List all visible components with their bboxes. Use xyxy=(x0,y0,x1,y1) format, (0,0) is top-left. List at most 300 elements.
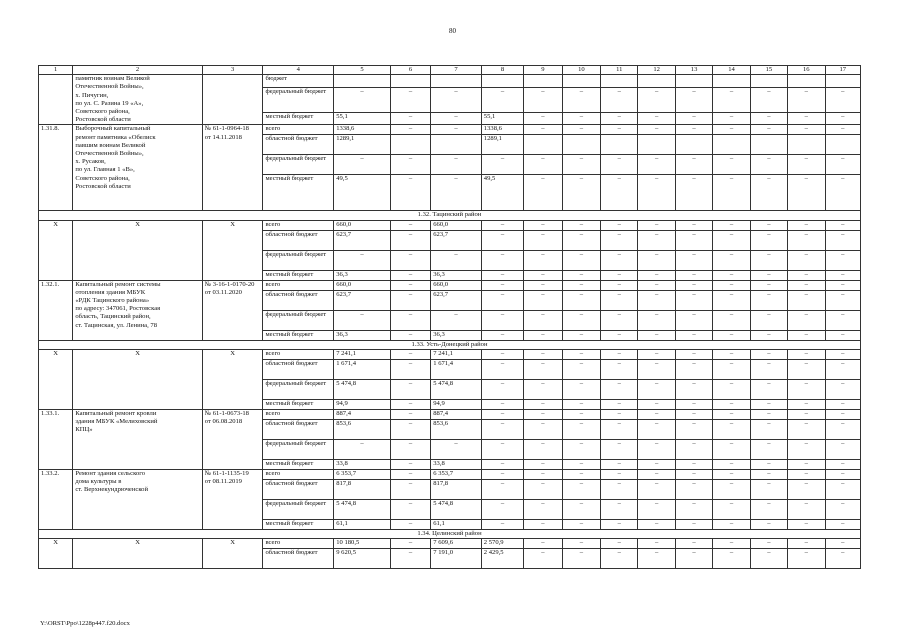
amount-cell: – xyxy=(825,519,861,529)
budget-row xyxy=(39,280,861,290)
amount-cell: – xyxy=(431,175,482,211)
amount-cell: – xyxy=(601,125,638,135)
amount-cell: – xyxy=(675,499,712,519)
amount-cell: – xyxy=(638,359,675,379)
amount-cell: – xyxy=(334,310,391,330)
object-name: Х xyxy=(73,349,202,409)
amount-cell: – xyxy=(713,379,750,399)
amount-cell: – xyxy=(524,280,562,290)
amount-cell: – xyxy=(481,409,523,419)
amount-cell: – xyxy=(788,87,825,112)
amount-cell: – xyxy=(524,290,562,310)
expertise-conclusion: № 3-16-1-0170-20 от 03.11.2020 xyxy=(202,280,263,340)
amount-cell: – xyxy=(750,399,787,409)
amount-cell: – xyxy=(638,479,675,499)
amount-cell: – xyxy=(334,155,391,175)
amount-cell: – xyxy=(601,519,638,529)
amount-cell: – xyxy=(750,112,787,125)
amount-cell: 7 191,0 xyxy=(431,549,482,569)
amount-cell: – xyxy=(750,270,787,280)
amount-cell: – xyxy=(601,419,638,439)
funding-source: федеральный бюджет xyxy=(263,87,334,112)
amount-cell: – xyxy=(675,519,712,529)
item-number: 1.33.1. xyxy=(39,409,73,469)
amount-cell: – xyxy=(562,112,600,125)
funding-source: областной бюджет xyxy=(263,359,334,379)
amount-cell: – xyxy=(601,499,638,519)
amount-cell: – xyxy=(431,250,482,270)
amount-cell: – xyxy=(562,87,600,112)
amount-cell: – xyxy=(524,549,562,569)
amount-cell: – xyxy=(481,359,523,379)
amount-cell: – xyxy=(713,349,750,359)
amount-cell: – xyxy=(713,290,750,310)
amount-cell: 853,6 xyxy=(334,419,391,439)
funding-source: местный бюджет xyxy=(263,399,334,409)
district-title: 1.34. Целинский район xyxy=(39,529,861,538)
amount-cell: – xyxy=(638,250,675,270)
amount-cell: – xyxy=(750,519,787,529)
column-number: 8 xyxy=(481,66,523,75)
amount-cell: – xyxy=(788,519,825,529)
amount-cell: – xyxy=(638,469,675,479)
amount-cell: 36,3 xyxy=(431,270,482,280)
funding-source: областной бюджет xyxy=(263,135,334,155)
expertise-conclusion: Х xyxy=(202,349,263,409)
funding-source: федеральный бюджет xyxy=(263,155,334,175)
amount-cell: 6 353,7 xyxy=(334,469,391,479)
amount-cell: – xyxy=(638,519,675,529)
amount-cell: – xyxy=(788,250,825,270)
funding-source: всего xyxy=(263,539,334,549)
amount-cell: 887,4 xyxy=(334,409,391,419)
amount-cell: – xyxy=(524,250,562,270)
amount-cell: – xyxy=(601,175,638,211)
item-number xyxy=(39,75,73,125)
amount-cell: – xyxy=(750,469,787,479)
amount-cell: – xyxy=(562,175,600,211)
amount-cell xyxy=(390,135,430,155)
amount-cell: – xyxy=(431,155,482,175)
amount-cell: – xyxy=(825,349,861,359)
amount-cell xyxy=(713,75,750,88)
amount-cell: 10 180,5 xyxy=(334,539,391,549)
amount-cell: – xyxy=(601,310,638,330)
amount-cell: – xyxy=(524,409,562,419)
amount-cell: – xyxy=(481,330,523,340)
amount-cell: – xyxy=(481,310,523,330)
amount-cell xyxy=(825,135,861,155)
amount-cell xyxy=(638,75,675,88)
amount-cell: – xyxy=(390,230,430,250)
funding-source: местный бюджет xyxy=(263,330,334,340)
amount-cell: – xyxy=(390,379,430,399)
amount-cell: – xyxy=(524,349,562,359)
amount-cell: – xyxy=(431,112,482,125)
amount-cell: – xyxy=(788,125,825,135)
amount-cell: – xyxy=(601,87,638,112)
amount-cell: – xyxy=(481,250,523,270)
amount-cell: – xyxy=(390,290,430,310)
amount-cell: – xyxy=(788,112,825,125)
amount-cell: – xyxy=(713,125,750,135)
amount-cell: – xyxy=(825,220,861,230)
column-number: 2 xyxy=(73,66,202,75)
amount-cell: – xyxy=(524,270,562,280)
amount-cell: – xyxy=(825,330,861,340)
amount-cell: – xyxy=(601,459,638,469)
expertise-conclusion: № 61-1-1135-19 от 08.11.2019 xyxy=(202,469,263,529)
amount-cell: – xyxy=(390,87,430,112)
expertise-conclusion xyxy=(202,75,263,125)
amount-cell: – xyxy=(713,519,750,529)
amount-cell: – xyxy=(825,359,861,379)
amount-cell: – xyxy=(675,359,712,379)
amount-cell: – xyxy=(675,399,712,409)
amount-cell: – xyxy=(601,399,638,409)
amount-cell: – xyxy=(638,175,675,211)
amount-cell: – xyxy=(638,125,675,135)
amount-cell: – xyxy=(524,439,562,459)
column-number-row xyxy=(39,66,861,75)
amount-cell: – xyxy=(390,539,430,549)
amount-cell: 817,8 xyxy=(431,479,482,499)
amount-cell: – xyxy=(788,399,825,409)
amount-cell: 5 474,8 xyxy=(431,379,482,399)
amount-cell: 61,1 xyxy=(431,519,482,529)
amount-cell: – xyxy=(713,330,750,340)
amount-cell: 1338,6 xyxy=(481,125,523,135)
item-number: 1.33.2. xyxy=(39,469,73,529)
funding-source: местный бюджет xyxy=(263,112,334,125)
amount-cell xyxy=(390,75,430,88)
budget-table xyxy=(38,65,861,569)
amount-cell: – xyxy=(675,549,712,569)
amount-cell: – xyxy=(750,310,787,330)
amount-cell: 1 671,4 xyxy=(431,359,482,379)
amount-cell: – xyxy=(601,539,638,549)
amount-cell: – xyxy=(750,125,787,135)
amount-cell: – xyxy=(562,250,600,270)
amount-cell: 33,8 xyxy=(431,459,482,469)
item-number: Х xyxy=(39,220,73,280)
amount-cell: – xyxy=(638,379,675,399)
amount-cell: – xyxy=(750,499,787,519)
amount-cell: – xyxy=(750,359,787,379)
amount-cell: – xyxy=(601,290,638,310)
amount-cell: – xyxy=(750,250,787,270)
amount-cell: – xyxy=(390,399,430,409)
amount-cell: – xyxy=(675,230,712,250)
amount-cell: – xyxy=(562,270,600,280)
amount-cell: – xyxy=(390,519,430,529)
amount-cell: – xyxy=(562,409,600,419)
amount-cell: – xyxy=(390,112,430,125)
amount-cell: – xyxy=(750,409,787,419)
amount-cell xyxy=(524,135,562,155)
amount-cell: – xyxy=(713,549,750,569)
amount-cell xyxy=(481,75,523,88)
amount-cell: – xyxy=(562,230,600,250)
amount-cell: – xyxy=(675,220,712,230)
amount-cell: – xyxy=(788,349,825,359)
amount-cell: – xyxy=(788,270,825,280)
document-file-path: Y:\ORST\Ppo\1228p447.f20.docx xyxy=(40,620,130,627)
amount-cell: 55,1 xyxy=(481,112,523,125)
district-title: 1.33. Усть-Донецкий район xyxy=(39,340,861,349)
amount-cell xyxy=(825,75,861,88)
expertise-conclusion: № 61-1-0964-18 от 14.11.2018 xyxy=(202,125,263,211)
budget-row xyxy=(39,75,861,88)
object-name: Х xyxy=(73,220,202,280)
amount-cell: – xyxy=(713,112,750,125)
amount-cell xyxy=(638,135,675,155)
amount-cell: – xyxy=(638,330,675,340)
amount-cell: – xyxy=(638,439,675,459)
column-number: 16 xyxy=(788,66,825,75)
amount-cell: – xyxy=(675,469,712,479)
amount-cell: – xyxy=(825,549,861,569)
amount-cell: – xyxy=(562,359,600,379)
amount-cell: – xyxy=(524,539,562,549)
amount-cell: – xyxy=(562,399,600,409)
funding-source: местный бюджет xyxy=(263,270,334,280)
amount-cell: – xyxy=(481,459,523,469)
amount-cell: – xyxy=(601,270,638,280)
amount-cell: – xyxy=(601,479,638,499)
funding-source: всего xyxy=(263,469,334,479)
amount-cell: – xyxy=(750,330,787,340)
amount-cell: – xyxy=(481,479,523,499)
funding-source: всего xyxy=(263,280,334,290)
amount-cell: – xyxy=(713,175,750,211)
amount-cell: – xyxy=(524,125,562,135)
amount-cell: – xyxy=(334,87,391,112)
amount-cell: – xyxy=(788,439,825,459)
amount-cell: – xyxy=(562,419,600,439)
amount-cell: – xyxy=(825,250,861,270)
amount-cell: – xyxy=(638,499,675,519)
amount-cell: – xyxy=(390,469,430,479)
object-name: Капитальный ремонт кровли здания МБУК «Мелиховский КПЦ» xyxy=(73,409,202,469)
expertise-conclusion: № 61-1-0673-18 от 06.08.2018 xyxy=(202,409,263,469)
amount-cell: – xyxy=(713,250,750,270)
budget-row xyxy=(39,125,861,135)
amount-cell: – xyxy=(788,549,825,569)
amount-cell: – xyxy=(713,439,750,459)
funding-source: областной бюджет xyxy=(263,479,334,499)
amount-cell: – xyxy=(481,220,523,230)
funding-source: местный бюджет xyxy=(263,459,334,469)
amount-cell: – xyxy=(675,379,712,399)
amount-cell: 887,4 xyxy=(431,409,482,419)
amount-cell: – xyxy=(390,280,430,290)
amount-cell: 9 620,5 xyxy=(334,549,391,569)
amount-cell: 5 474,8 xyxy=(431,499,482,519)
amount-cell: – xyxy=(431,125,482,135)
amount-cell: 2 429,5 xyxy=(481,549,523,569)
amount-cell xyxy=(750,135,787,155)
amount-cell: – xyxy=(675,290,712,310)
amount-cell: – xyxy=(524,359,562,379)
amount-cell: – xyxy=(713,499,750,519)
amount-cell: – xyxy=(562,125,600,135)
amount-cell: – xyxy=(524,459,562,469)
amount-cell: – xyxy=(750,290,787,310)
amount-cell: – xyxy=(481,230,523,250)
object-name: Ремонт здания сельского дома культуры в ст. Верхнекундрюченской xyxy=(73,469,202,529)
amount-cell: 660,0 xyxy=(431,280,482,290)
amount-cell: 623,7 xyxy=(334,230,391,250)
amount-cell: – xyxy=(750,349,787,359)
amount-cell: 6 353,7 xyxy=(431,469,482,479)
amount-cell: – xyxy=(750,280,787,290)
amount-cell: – xyxy=(334,439,391,459)
amount-cell: – xyxy=(825,499,861,519)
amount-cell xyxy=(675,75,712,88)
amount-cell: – xyxy=(524,330,562,340)
amount-cell: 623,7 xyxy=(431,290,482,310)
amount-cell: – xyxy=(788,409,825,419)
funding-source: бюджет xyxy=(263,75,334,88)
amount-cell: – xyxy=(390,479,430,499)
amount-cell: – xyxy=(825,379,861,399)
amount-cell: – xyxy=(431,439,482,459)
amount-cell: – xyxy=(713,409,750,419)
column-number: 6 xyxy=(390,66,430,75)
amount-cell: – xyxy=(601,280,638,290)
column-number: 14 xyxy=(713,66,750,75)
amount-cell: – xyxy=(524,469,562,479)
amount-cell: – xyxy=(390,220,430,230)
amount-cell: – xyxy=(788,469,825,479)
amount-cell: – xyxy=(562,499,600,519)
column-number: 1 xyxy=(39,66,73,75)
amount-cell: – xyxy=(788,539,825,549)
amount-cell: – xyxy=(825,469,861,479)
amount-cell: – xyxy=(825,280,861,290)
amount-cell: – xyxy=(390,439,430,459)
column-number: 4 xyxy=(263,66,334,75)
amount-cell: – xyxy=(601,230,638,250)
funding-source: всего xyxy=(263,220,334,230)
column-number: 17 xyxy=(825,66,861,75)
amount-cell: 5 474,8 xyxy=(334,379,391,399)
amount-cell: – xyxy=(601,112,638,125)
amount-cell: – xyxy=(638,459,675,469)
amount-cell: – xyxy=(825,479,861,499)
amount-cell: – xyxy=(713,479,750,499)
amount-cell: – xyxy=(524,399,562,409)
amount-cell: – xyxy=(713,230,750,250)
amount-cell: – xyxy=(825,230,861,250)
amount-cell: – xyxy=(638,230,675,250)
amount-cell: – xyxy=(481,290,523,310)
amount-cell: – xyxy=(481,349,523,359)
amount-cell: – xyxy=(638,270,675,280)
amount-cell: 660,0 xyxy=(334,280,391,290)
amount-cell: – xyxy=(638,280,675,290)
amount-cell: – xyxy=(788,459,825,469)
amount-cell: 94,9 xyxy=(334,399,391,409)
amount-cell: – xyxy=(750,419,787,439)
amount-cell: – xyxy=(788,330,825,340)
district-section-row xyxy=(39,340,861,349)
amount-cell: – xyxy=(713,539,750,549)
amount-cell: – xyxy=(524,479,562,499)
amount-cell: – xyxy=(825,419,861,439)
amount-cell: – xyxy=(750,230,787,250)
amount-cell: – xyxy=(562,310,600,330)
amount-cell xyxy=(750,75,787,88)
amount-cell: – xyxy=(481,155,523,175)
amount-cell: 7 609,6 xyxy=(431,539,482,549)
column-number: 11 xyxy=(601,66,638,75)
amount-cell: 7 241,1 xyxy=(431,349,482,359)
column-number: 10 xyxy=(562,66,600,75)
amount-cell: – xyxy=(390,419,430,439)
amount-cell: – xyxy=(638,155,675,175)
page-number: 80 xyxy=(449,27,456,35)
budget-row xyxy=(39,349,861,359)
amount-cell: – xyxy=(562,539,600,549)
amount-cell: – xyxy=(481,87,523,112)
amount-cell: 2 570,9 xyxy=(481,539,523,549)
amount-cell: – xyxy=(524,379,562,399)
expertise-conclusion: Х xyxy=(202,220,263,280)
amount-cell: – xyxy=(390,155,430,175)
amount-cell: – xyxy=(825,539,861,549)
amount-cell: – xyxy=(713,220,750,230)
amount-cell: 7 241,1 xyxy=(334,349,391,359)
amount-cell: 1338,6 xyxy=(334,125,391,135)
amount-cell: – xyxy=(638,349,675,359)
object-name: Х xyxy=(73,539,202,569)
amount-cell: – xyxy=(334,250,391,270)
amount-cell: – xyxy=(562,280,600,290)
amount-cell: – xyxy=(713,87,750,112)
amount-cell: – xyxy=(562,155,600,175)
column-number: 7 xyxy=(431,66,482,75)
funding-source: федеральный бюджет xyxy=(263,379,334,399)
amount-cell: – xyxy=(524,419,562,439)
amount-cell: – xyxy=(750,459,787,469)
item-number: 1.32.1. xyxy=(39,280,73,340)
amount-cell xyxy=(788,135,825,155)
amount-cell: – xyxy=(675,250,712,270)
column-number: 5 xyxy=(334,66,391,75)
amount-cell: – xyxy=(524,175,562,211)
funding-source: областной бюджет xyxy=(263,419,334,439)
amount-cell: – xyxy=(675,330,712,340)
amount-cell: – xyxy=(601,330,638,340)
amount-cell: 623,7 xyxy=(334,290,391,310)
amount-cell: – xyxy=(481,379,523,399)
amount-cell: 660,0 xyxy=(431,220,482,230)
amount-cell: – xyxy=(788,280,825,290)
amount-cell: – xyxy=(481,419,523,439)
amount-cell xyxy=(601,135,638,155)
object-name: Капитальный ремонт системы отопления здания МБУК «РДК Тацинского района» по адресу: 347061, Ростовская область, Тацинский район, ст. Тацинская, ул. Ленина, 78 xyxy=(73,280,202,340)
amount-cell: – xyxy=(390,459,430,469)
object-name: Выборочный капитальный ремонт памятника «Обелиск павшим воинам Великой Отечественной Войны», х. Русаков, по ул. Главная 1 «В», Советского района, Ростовской области xyxy=(73,125,202,211)
amount-cell: – xyxy=(788,479,825,499)
amount-cell: – xyxy=(638,87,675,112)
amount-cell: – xyxy=(675,112,712,125)
funding-source: местный бюджет xyxy=(263,175,334,211)
amount-cell: – xyxy=(825,409,861,419)
funding-source: федеральный бюджет xyxy=(263,250,334,270)
